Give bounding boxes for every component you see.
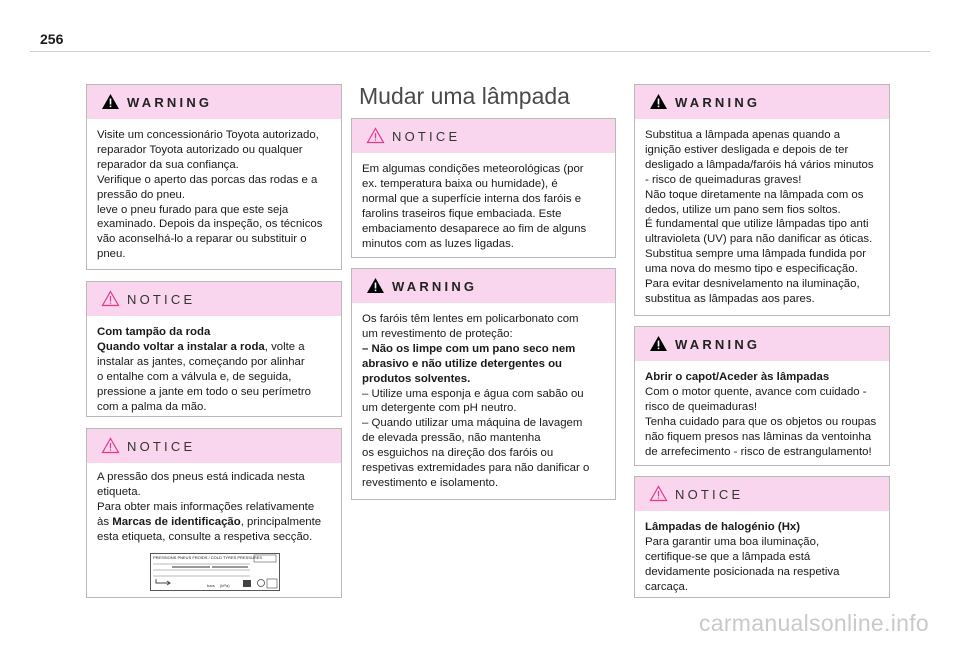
warning-header — [87, 85, 341, 119]
text-line: com a palma da mão. — [97, 400, 207, 413]
warning-label: WARNING — [675, 337, 761, 352]
warning-label: WARNING — [675, 95, 761, 110]
text-line: Tenha cuidado para que os objetos ou roupas — [645, 415, 877, 428]
text-line: respetivas extremidades para não danificar o — [362, 462, 590, 475]
text-line: uma nova do mesmo tipo e especificação. — [645, 263, 858, 276]
text-line: A pressão dos pneus está indicada nesta — [97, 471, 305, 483]
text-fragment: , principalmente — [240, 515, 322, 528]
text-line: devidamente posicionada na respetiva — [645, 565, 840, 578]
notice-label: NOTICE — [127, 292, 196, 307]
text-line: normal que a superfície interna dos faróis e — [362, 192, 582, 205]
warning-body — [635, 361, 889, 467]
notice-triangle-icon — [366, 127, 385, 144]
warning-box-bulb-replacement — [634, 84, 890, 316]
notice-body — [87, 463, 341, 599]
text-line: substitua as lâmpadas aos pares. — [645, 292, 815, 305]
text-line — [97, 515, 332, 530]
text-line: Visite um concessionário Toyota autorizado, — [97, 129, 319, 141]
text-line: o entalhe com a válvula e, de seguida, — [97, 370, 292, 383]
notice-body — [635, 511, 889, 603]
notice-header — [87, 282, 341, 316]
warning-box-headlamp-lenses — [351, 268, 616, 500]
text-line: certifique-se que a lâmpada está — [645, 550, 811, 563]
text-line: um detergente com pH neutro. — [362, 402, 517, 415]
text-line: pneu. — [97, 248, 126, 261]
warning-body — [635, 119, 889, 315]
notice-triangle-icon — [649, 485, 668, 502]
section-title: Mudar uma lâmpada — [359, 83, 570, 109]
bold-phrase: Marcas de identificação — [112, 515, 241, 528]
warning-triangle-icon — [649, 93, 668, 110]
notice-header — [87, 429, 341, 463]
text-line: pressione a jante em todo o seu perímetro — [97, 385, 312, 398]
sticker-unit-kpa: (kPa) — [219, 582, 230, 588]
text-line: carcaça. — [645, 580, 689, 593]
warning-header — [635, 327, 889, 361]
warning-body — [87, 119, 341, 270]
text-line: – Utilize uma esponja e água com sabão ou — [362, 387, 584, 400]
notice-label: NOTICE — [675, 487, 744, 502]
sticker-unit-bars: bars — [206, 582, 215, 588]
text-line: minutos com as luzes ligadas. — [362, 237, 514, 250]
text-line: Substitua a lâmpada apenas quando a — [645, 129, 841, 141]
text-line: de arrefecimento - risco de estrangulamento! — [645, 445, 872, 458]
text-line: abrasivo e não utilize detergentes ou — [362, 357, 563, 370]
text-line: risco de queimaduras! — [645, 400, 758, 413]
text-line: ex. temperatura baixa ou humidade), é — [362, 177, 558, 190]
text-line: – Não os limpe com um pano seco nem — [362, 342, 576, 355]
warning-title: Abrir o capot/Aceder às lâmpadas — [645, 371, 830, 383]
text-line — [97, 340, 332, 355]
text-line: pressão do pneu. — [97, 188, 186, 201]
notice-header — [352, 119, 615, 153]
warning-box-bonnet — [634, 326, 890, 466]
text-line: ignição estiver desligada e depois de ter — [645, 143, 849, 156]
text-line: vão aconselhá-lo a reparar ou substituir o — [97, 233, 307, 246]
top-divider — [30, 51, 930, 52]
notice-body — [87, 316, 341, 422]
text-line: instalar as jantes, começando por alinhar — [97, 355, 305, 368]
text-line: não fiquem presos nas lâminas da ventoinha — [645, 430, 872, 443]
page-number: 256 — [40, 31, 64, 47]
text-line: os esguichos na direção dos faróis ou — [362, 447, 554, 460]
warning-header — [635, 85, 889, 119]
watermark-footer: carmanualsonline.info — [698, 610, 929, 636]
text-line: É fundamental que utilize lâmpadas tipo anti — [645, 218, 869, 231]
text-line: produtos solventes. — [362, 372, 471, 385]
notice-box-wheel-cap — [86, 281, 342, 417]
notice-label: NOTICE — [392, 129, 461, 144]
text-line: - risco de queimaduras graves! — [645, 173, 802, 186]
warning-label: WARNING — [392, 279, 478, 294]
text-line: Com o motor quente, avance com cuidado - — [645, 385, 867, 398]
text-line: reparador Toyota autorizado ou qualquer — [97, 143, 303, 156]
text-line: etiqueta. — [97, 485, 141, 498]
notice-box-halogen — [634, 476, 890, 598]
text-line: Substitua sempre uma lâmpada fundida por — [645, 248, 866, 261]
notice-box-tire-pressure — [86, 428, 342, 598]
notice-label: NOTICE — [127, 439, 196, 454]
text-line: Verifique o aperto das porcas das rodas e a — [97, 173, 318, 186]
text-line: dedos, utilize um pano sem fios soltos. — [645, 203, 841, 216]
tire-pressure-label-image — [150, 553, 280, 591]
text-line: um revestimento de proteção: — [362, 327, 513, 340]
warning-triangle-icon — [366, 277, 385, 294]
warning-box-tire-dealer — [86, 84, 342, 270]
text-fragment: , volte a — [264, 340, 305, 353]
text-line: reparador da sua confiança. — [97, 158, 239, 171]
text-line: Os faróis têm lentes em policarbonato com — [362, 313, 579, 325]
text-line: Para evitar desnivelamento na iluminação, — [645, 278, 860, 291]
warning-triangle-icon — [649, 335, 668, 352]
notice-header — [635, 477, 889, 511]
notice-triangle-icon — [101, 437, 120, 454]
text-line: farolins traseiros fique embaciada. Este — [362, 207, 562, 220]
bold-phrase: Quando voltar a instalar a roda — [97, 340, 265, 353]
text-line: ultravioleta (UV) para não danificar as óticas. — [645, 233, 873, 246]
warning-triangle-icon — [101, 93, 120, 110]
warning-body — [352, 303, 615, 499]
notice-body — [352, 153, 615, 259]
text-line: revestimento e isolamento. — [362, 476, 499, 489]
warning-header — [352, 269, 615, 303]
text-line: Para obter mais informações relativamente — [97, 500, 315, 513]
text-line: leve o pneu furado para que este seja — [97, 203, 289, 216]
sticker-heading: PRESSIONS PNEUS FROIDS / COLD TYRES PRESSURES — [152, 554, 262, 560]
text-line: esta etiqueta, consulte a respetiva secção. — [97, 530, 313, 543]
text-line: de elevada pressão, não mantenha — [362, 432, 541, 445]
text-line: Em algumas condições meteorológicas (por — [362, 163, 584, 175]
text-line: examinado. Depois da inspeção, os técnicos — [97, 218, 323, 231]
text-line: desligado a lâmpada/faróis há vários minutos — [645, 158, 874, 171]
notice-title: Com tampão da roda — [97, 326, 211, 338]
text-line: Não toque diretamente na lâmpada com os — [645, 188, 864, 201]
text-line: – Quando utilizar uma máquina de lavagem — [362, 417, 583, 430]
notice-box-fogging — [351, 118, 616, 258]
warning-label: WARNING — [127, 95, 213, 110]
text-line: Para garantir uma boa iluminação, — [645, 535, 820, 548]
notice-triangle-icon — [101, 290, 120, 307]
notice-title: Lâmpadas de halogénio (Hx) — [645, 521, 801, 533]
text-fragment: às — [97, 515, 113, 528]
text-line: embaciamento desaparece ao fim de alguns — [362, 222, 587, 235]
